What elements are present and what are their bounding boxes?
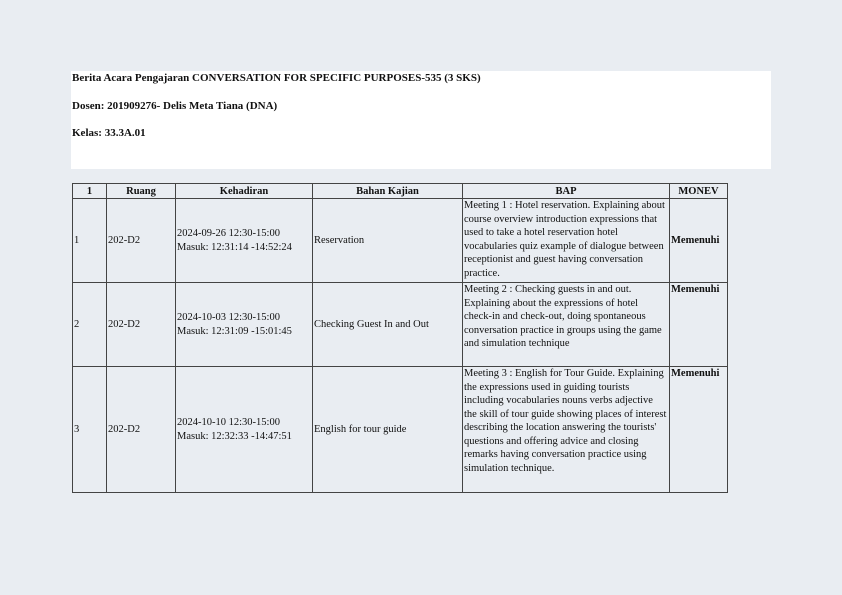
row-number: 3: [73, 367, 107, 493]
column-header-number: 1: [73, 184, 107, 199]
column-header-monev: MONEV: [670, 184, 728, 199]
attendance-cell: [176, 283, 313, 367]
bap-description-cell: Meeting 3 : English for Tour Guide. Explaining the expressions used in guiding tourists including vocabularies nouns verbs adjective the skill of tour guide showing places of interest describing the location answering the tourists' questions and offering advice and closing remarks having conversation practice using simulation technique.: [463, 367, 670, 493]
monev-status-cell: Memenuhi: [670, 199, 728, 283]
table-row: [73, 367, 728, 493]
column-header-bap: BAP: [463, 184, 670, 199]
monev-status-cell: Memenuhi: [670, 283, 728, 367]
room-cell: 202-D2: [107, 367, 176, 493]
topic-cell: Reservation: [313, 199, 463, 283]
room-cell: 202-D2: [107, 283, 176, 367]
schedule-time: 2024-09-26 12:30-15:00: [177, 228, 280, 239]
table-header-row: [73, 184, 728, 199]
topic-cell: English for tour guide: [313, 367, 463, 493]
bap-description-cell: Meeting 2 : Checking guests in and out. Explaining about the expressions of hotel check-in and check-out, doing spontaneous conversation practice in groups using the game and simulation technique: [463, 283, 670, 367]
bap-description-cell: Meeting 1 : Hotel reservation. Explaining about course overview introduction expressions that used to take a hotel reservation hotel vocabularies quiz example of dialogue between receptionist and guest having conversation practice.: [463, 199, 670, 283]
schedule-time: 2024-10-10 12:30-15:00: [177, 417, 280, 428]
check-in-time: Masuk: 12:32:33 -14:47:51: [177, 430, 292, 442]
check-in-time: Masuk: 12:31:14 -14:52:24: [177, 241, 292, 253]
room-cell: 202-D2: [107, 199, 176, 283]
monev-status-cell: Memenuhi: [670, 367, 728, 493]
check-in-time: Masuk: 12:31:09 -15:01:45: [177, 325, 292, 337]
schedule-time: 2024-10-03 12:30-15:00: [177, 312, 280, 323]
topic-cell: Checking Guest In and Out: [313, 283, 463, 367]
lecturer-info: Dosen: 201909276- Delis Meta Tiana (DNA): [72, 100, 278, 112]
report-title: Berita Acara Pengajaran CONVERSATION FOR SPECIFIC PURPOSES-535 (3 SKS): [72, 72, 481, 84]
row-number: 2: [73, 283, 107, 367]
report-header: [71, 71, 771, 169]
table-row: [73, 283, 728, 367]
teaching-report-table: [72, 183, 728, 493]
row-number: 1: [73, 199, 107, 283]
column-header-bahan-kajian: Bahan Kajian: [313, 184, 463, 199]
column-header-ruang: Ruang: [107, 184, 176, 199]
attendance-cell: [176, 199, 313, 283]
column-header-kehadiran: Kehadiran: [176, 184, 313, 199]
table-row: [73, 199, 728, 283]
attendance-cell: [176, 367, 313, 493]
class-info: Kelas: 33.3A.01: [72, 127, 146, 139]
